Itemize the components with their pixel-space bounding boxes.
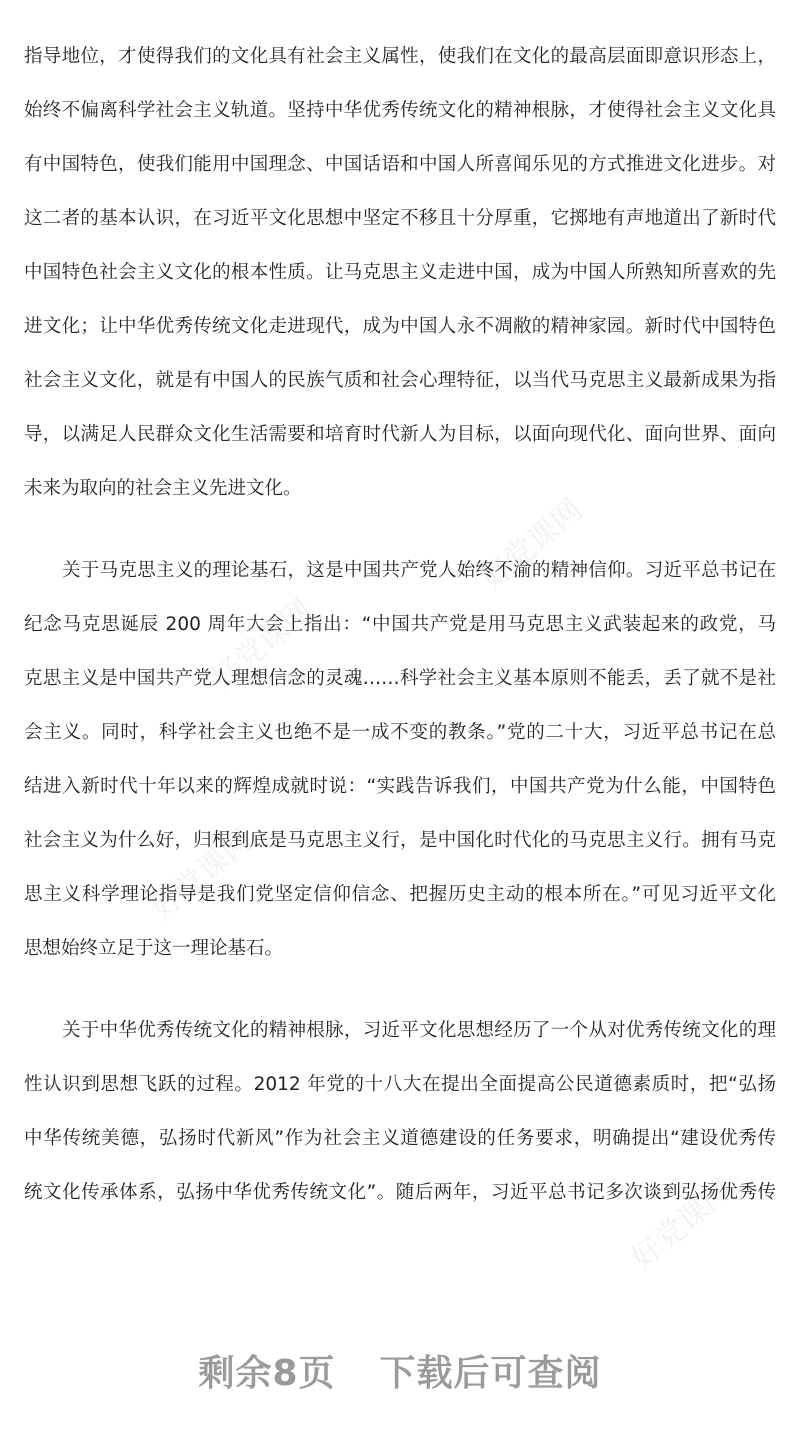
text-line: 社会主义为什么好，归根到底是马克思主义行，是中国化时代化的马克思主义行。拥有马克 <box>24 830 776 851</box>
text-line: 纪念马克思诞辰 200 周年大会上指出：“中国共产党是用马克思主义武装起来的政党，马 <box>24 614 776 635</box>
text-line: 关于中华优秀传统文化的精神根脉，习近平文化思想经历了一个从对优秀传统文化的理 <box>62 1020 776 1041</box>
text-line: 中国特色社会主义文化的根本性质。让马克思主义走进中国，成为中国人所熟知所喜欢的先 <box>24 262 776 283</box>
text-line: 进文化；让中华优秀传统文化走进现代，成为中国人永不凋敝的精神家园。新时代中国特色 <box>24 316 776 337</box>
watermark: 好党课网 <box>625 1172 740 1277</box>
download-prompt[interactable] <box>0 1345 800 1396</box>
text-line: 思想始终立足于这一理论基石。 <box>24 938 284 959</box>
text-line: 中华传统美德，弘扬时代新风”作为社会主义道德建设的任务要求，明确提出“建设优秀传 <box>24 1128 776 1149</box>
download-to-view-label: 下载后可查阅 <box>379 1353 602 1394</box>
text-line: 未来为取向的社会主义先进文化。 <box>24 478 302 499</box>
watermark: 好党课网 <box>205 592 320 697</box>
text-line: 关于马克思主义的理论基石，这是中国共产党人始终不渝的精神信仰。习近平总书记在 <box>62 560 776 581</box>
text-line: 克思主义是中国共产党人理想信念的灵魂……科学社会主义基本原则不能丢，丢了就不是社 <box>24 668 776 689</box>
watermark: 好党课网 <box>145 822 260 927</box>
paragraph <box>24 1012 776 1228</box>
watermark: 好党课网 <box>475 492 590 597</box>
text-line: 结进入新时代十年以来的辉煌成就时说：“实践告诉我们，中国共产党为什么能，中国特色 <box>24 776 776 797</box>
text-line: 导，以满足人民群众文化生活需要和培育时代新人为目标，以面向现代化、面向世界、面向 <box>24 424 776 445</box>
paragraph <box>24 38 776 524</box>
text-line: 这二者的基本认识，在习近平文化思想中坚定不移且十分厚重，它掷地有声地道出了新时代 <box>24 208 776 229</box>
paragraph <box>24 552 776 984</box>
text-line: 思主义科学理论指导是我们党坚定信仰信念、把握历史主动的根本所在。”可见习近平文化 <box>24 884 776 905</box>
text-line: 指导地位，才使得我们的文化具有社会主义属性，使我们在文化的最高层面即意识形态上， <box>24 46 776 67</box>
remaining-pages-label: 剩余8页 <box>198 1353 336 1394</box>
text-line: 会主义。同时，科学社会主义也绝不是一成不变的教条。”党的二十大，习近平总书记在总 <box>24 722 776 743</box>
text-line: 性认识到思想飞跃的过程。2012 年党的十八大在提出全面提高公民道德素质时，把“弘扬 <box>24 1074 776 1095</box>
text-line: 有中国特色，使我们能用中国理念、中国话语和中国人所喜闻乐见的方式推进文化进步。对 <box>24 154 776 175</box>
text-line: 始终不偏离科学社会主义轨道。坚持中华优秀传统文化的精神根脉，才使得社会主义文化具 <box>24 100 776 121</box>
text-line: 社会主义文化，就是有中国人的民族气质和社会心理特征，以当代马克思主义最新成果为指 <box>24 370 776 391</box>
text-line: 统文化传承体系，弘扬中华优秀传统文化”。随后两年，习近平总书记多次谈到弘扬优秀传 <box>24 1182 776 1203</box>
document-body <box>24 38 776 1256</box>
